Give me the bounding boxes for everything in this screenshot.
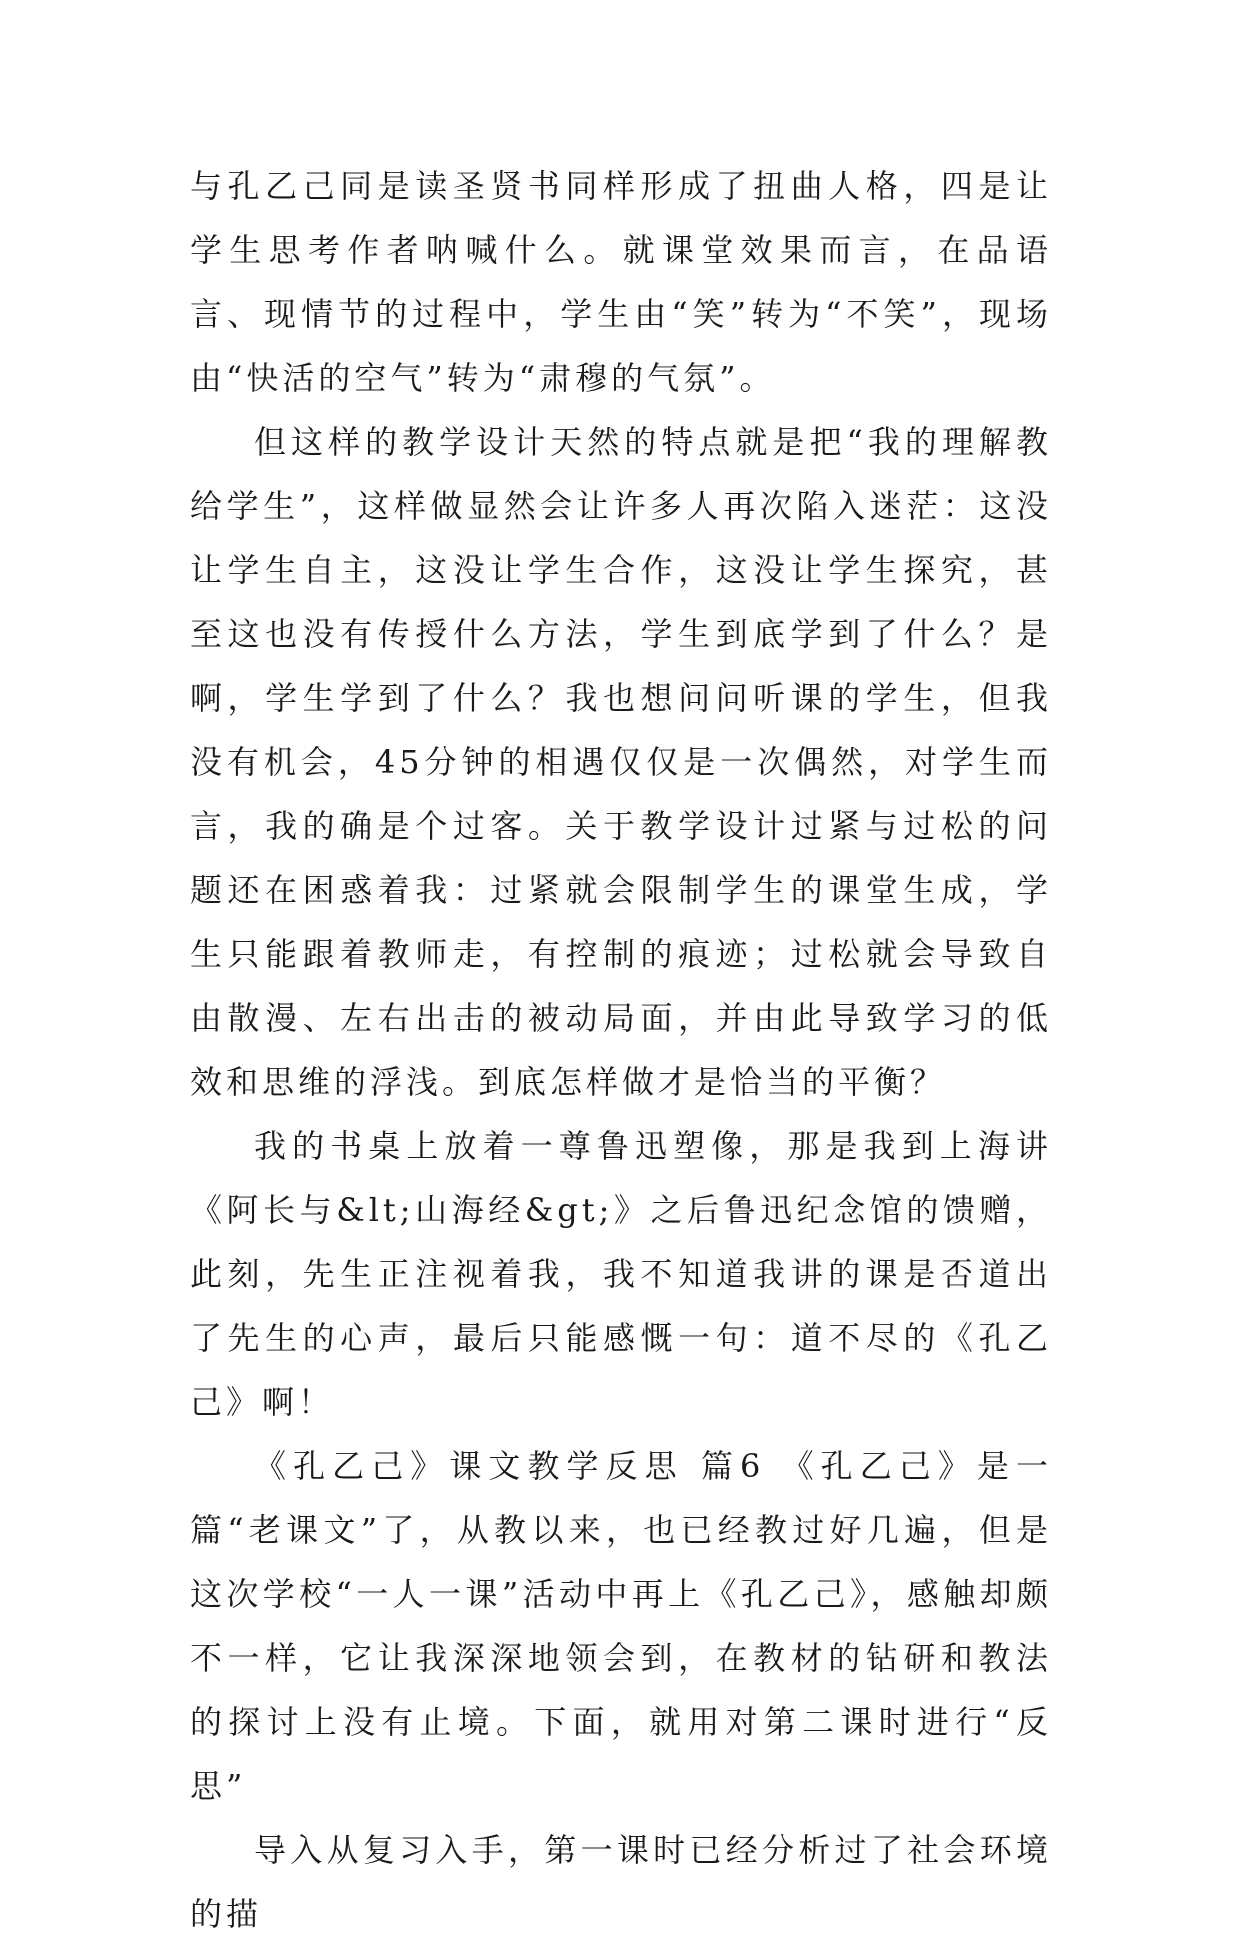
paragraph-teaching-design: 但这样的教学设计天然的特点就是把“我的理解教给学生”，这样做显然会让许多人再次陷入迷茫：这没让学生自主，这没让学生合作，这没让学生探究，甚至这也没有传授什么方法，学生到底学到了什么？是啊，学生学到了什么？我也想问问听课的学生，但我没有机会，45分钟的相遇仅仅是一次偶然，对学生而言，我的确是个过客。关于教学设计过紧与过松的问题还在困惑着我：过紧就会限制学生的课堂生成，学生只能跟着教师走，有控制的痕迹；过松就会导致自由散漫、左右出击的被动局面，并由此导致学习的低效和思维的浮浅。到底怎样做才是恰当的平衡？ xyxy=(190,423,1052,1101)
paragraph-continuation: 与孔乙己同是读圣贤书同样形成了扭曲人格，四是让学生思考作者呐喊什么。就课堂效果而言，在品语言、现情节的过程中，学生由“笑”转为“不笑”，现场由“快活的空气”转为“肃穆的气氛”。 xyxy=(190,167,1052,397)
document-page xyxy=(190,154,1052,1946)
paragraph-introduction-review: 导入从复习入手，第一课时已经分析过了社会环境的描 xyxy=(190,1831,1052,1933)
paragraph-article-6-intro: 《孔乙己》课文教学反思 篇6 《孔乙己》是一篇“老课文”了，从教以来，也已经教过好几遍，但是这次学校“一人一课”活动中再上《孔乙己》，感触却颇不一样，它让我深深地领会到，在教材的钻研和教法的探讨上没有止境。下面，就用对第二课时进行“反思” xyxy=(190,1447,1052,1805)
paragraph-lu-xun-statue: 我的书桌上放着一尊鲁迅塑像，那是我到上海讲《阿长与&lt;山海经&gt;》之后鲁迅纪念馆的馈赠，此刻，先生正注视着我，我不知道我讲的课是否道出了先生的心声，最后只能感慨一句：道不尽的《孔乙己》啊！ xyxy=(190,1127,1052,1421)
